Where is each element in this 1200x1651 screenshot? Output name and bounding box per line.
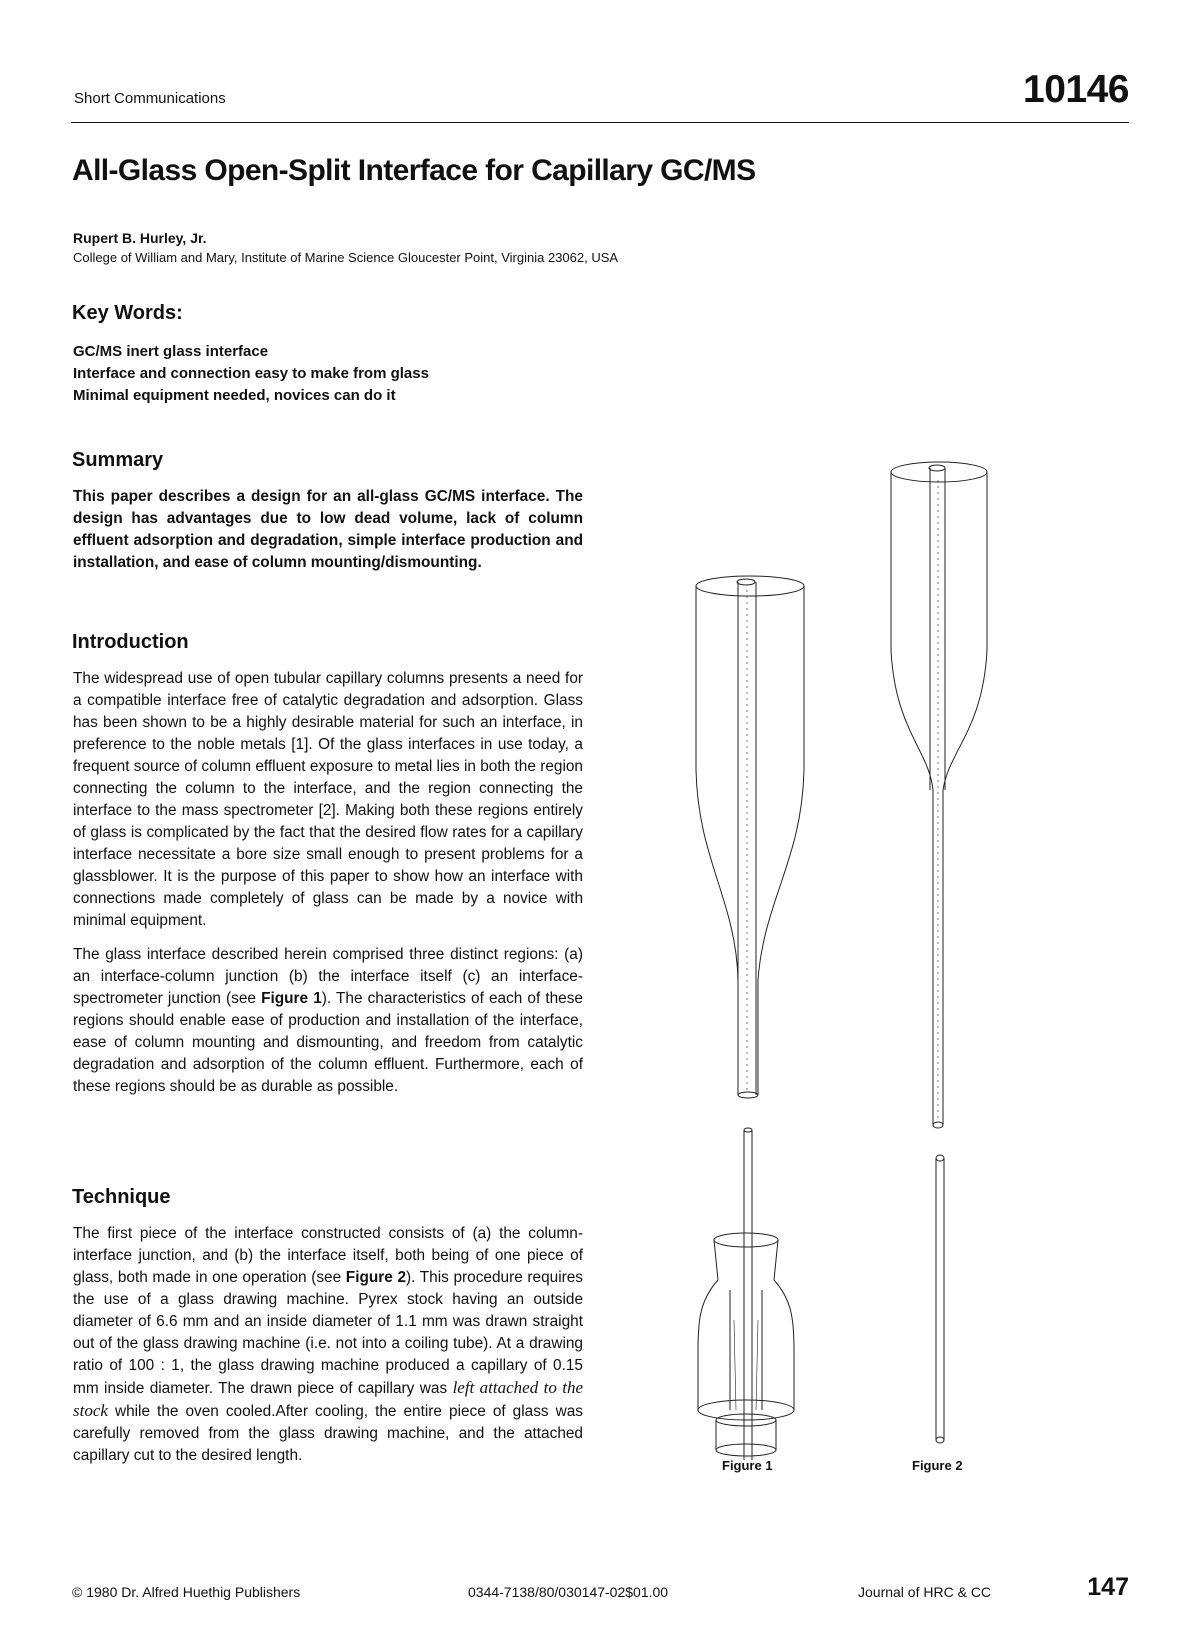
keyword-item: Minimal equipment needed, novices can do it [73, 387, 396, 404]
figure-1-label: Figure 1 [722, 1458, 773, 1473]
footer-code: 0344-7138/80/030147-02$01.00 [468, 1584, 669, 1600]
figure-1-drawing [690, 560, 840, 1460]
technique-body [73, 1223, 583, 1479]
running-header-section: Short Communications [74, 90, 226, 107]
article-number: 10146 [1023, 68, 1129, 111]
introduction-paragraph-2: The glass interface described herein comprised three distinct regions: (a) an interface-column junction (b) the interface itself (c) an interface-spectrometer junction (see Figure 1). The characteristics of each of these regions should enable ease of production and installation of the interface, ease of column mounting and dismounting, and freedom from catalytic degradation and adsorption of the column effluent. Furthermore, each of these regions should be as durable as possible. [73, 946, 583, 1095]
footer-journal: Journal of HRC & CC [858, 1584, 992, 1600]
summary-text: This paper describes a design for an all-glass GC/MS interface. The design has advantages due to low dead volume, lack of column effluent adsorption and degradation, simple interface production and installation, and ease of column mounting/dismounting. [73, 488, 583, 571]
introduction-paragraph-1: The widespread use of open tubular capillary columns presents a need for a compatible interface free of catalytic degradation and adsorption. Glass has been shown to be a highly desirable material for such an interface, in preference to the noble metals [1]. Of the glass interfaces in use today, a frequent source of column effluent exposure to metal lies in both the region connecting the column to the interface, and the region connecting the interface to the mass spectrometer [2]. Making both these regions entirely of glass is complicated by the fact that the desired flow rates for a capillary interface necessitate a bore size small enough to present problems for a glassblower. It is the purpose of this paper to show how an interface with connections made completely of glass can be made by a novice with minimal equipment. [73, 670, 583, 929]
technique-paragraph: The first piece of the interface constructed consists of (a) the column-interface junction, and (b) the interface itself, both being of one piece of glass, both made in one operation (see Figure 2). This procedure requires the use of a glass drawing machine. Pyrex stock having an outside diameter of 6.6 mm and an inside diameter of 1.1 mm was drawn straight out of the glass drawing machine (i.e. not into a coiling tube). At a drawing ratio of 100 : 1, the glass drawing machine produced a capillary of 0.15 mm inside diameter. The drawn piece of capillary was left attached to the stock while the oven cooled.After cooling, the entire piece of glass was carefully removed from the glass drawing machine, and the attached capillary cut to the desired length. [73, 1225, 583, 1464]
keyword-item: Interface and connection easy to make from glass [73, 365, 429, 382]
author-affiliation: College of William and Mary, Institute of Marine Science Gloucester Point, Virginia 23062, USA [73, 250, 619, 265]
italic-phrase: left attached to the stock [73, 1378, 583, 1420]
page-number: 147 [1087, 1573, 1129, 1601]
summary-heading: Summary [72, 449, 164, 471]
introduction-body [73, 668, 583, 1110]
keywords-list [73, 341, 429, 407]
footer-copyright: © 1980 Dr. Alfred Huethig Publishers [72, 1584, 301, 1600]
keyword-item: GC/MS inert glass interface [73, 343, 269, 360]
figure-1-reference: Figure 1 [261, 990, 322, 1007]
technique-heading: Technique [72, 1186, 171, 1208]
article-title: All-Glass Open-Split Interface for Capillary GC/MS [72, 154, 756, 187]
figure-2-reference: Figure 2 [345, 1269, 407, 1286]
keywords-heading: Key Words: [72, 302, 183, 324]
introduction-heading: Introduction [72, 631, 189, 653]
figure-2-drawing [885, 450, 1005, 1450]
figure-2-label: Figure 2 [912, 1458, 963, 1473]
header-rule [71, 122, 1129, 123]
author-name: Rupert B. Hurley, Jr. [73, 230, 207, 246]
